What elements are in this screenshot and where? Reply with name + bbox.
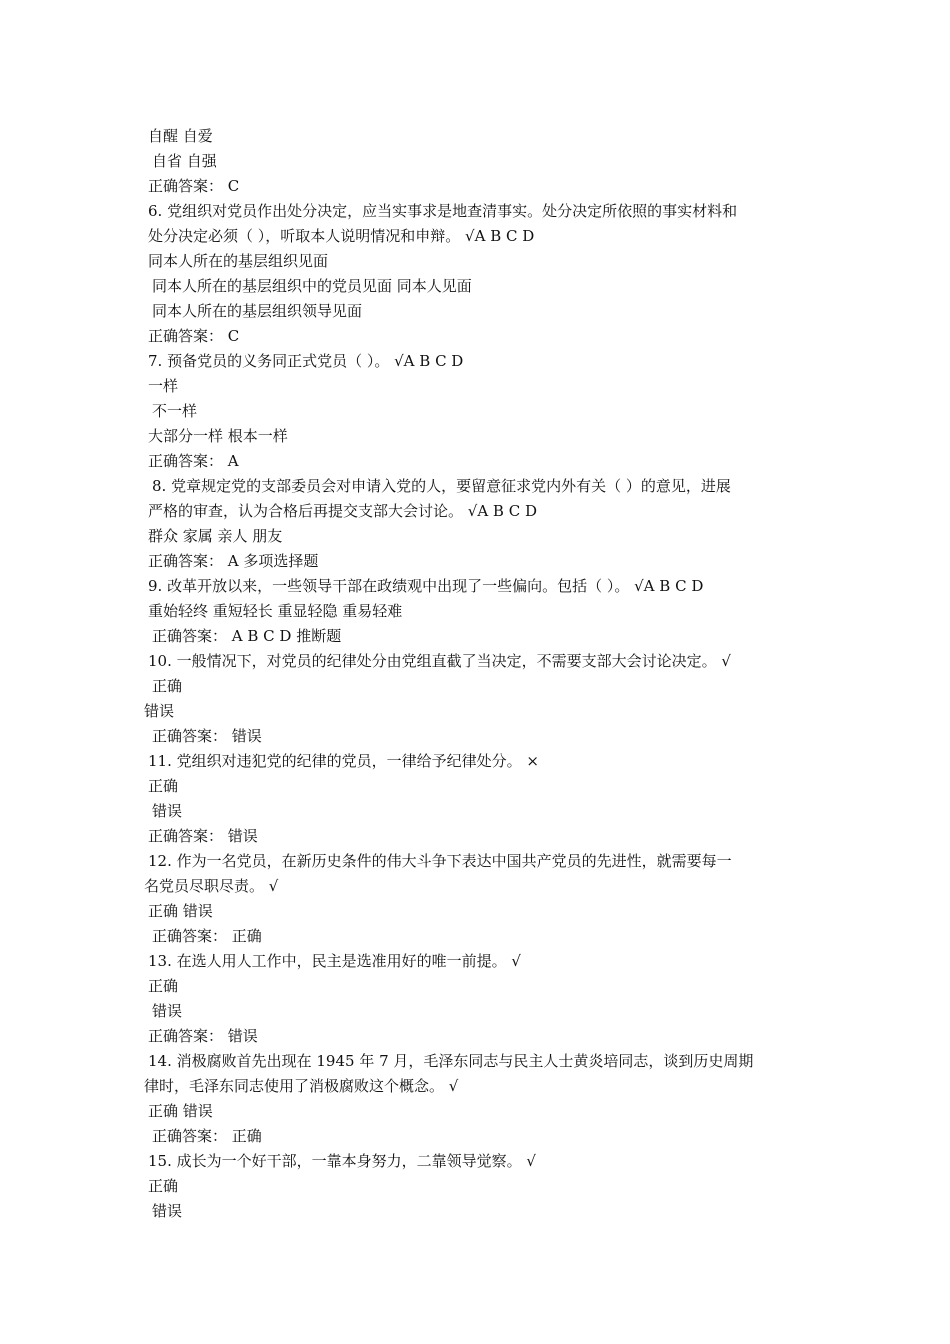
text-line: 大部分一样 根本一样 <box>148 427 288 445</box>
text-line: 正确答案： A <box>148 452 239 470</box>
text-line: 严格的审查，认为合格后再提交支部大会讨论。 √A B C D <box>148 502 537 520</box>
text-line: 正确答案： 正确 <box>152 927 262 945</box>
text-line: 14. 消极腐败首先出现在 1945 年 7 月，毛泽东同志与民主人士黄炎培同志，谈到历史周期 <box>148 1052 754 1070</box>
text-line: 同本人所在的基层组织中的党员见面 同本人见面 <box>152 277 472 295</box>
text-line: 一样 <box>148 377 179 395</box>
text-line: 正确 错误 <box>148 1102 213 1120</box>
text-line: 重始轻终 重短轻长 重显轻隐 重易轻难 <box>148 602 403 620</box>
text-line: 12. 作为一名党员，在新历史条件的伟大斗争下表达中国共产党员的先进性，就需要每一 <box>148 852 732 870</box>
text-line: 正确 <box>148 977 179 995</box>
text-line: 名党员尽职尽责。 √ <box>144 877 279 895</box>
text-line: 正确 <box>148 1177 179 1195</box>
text-line: 错误 <box>152 1002 183 1020</box>
text-line: 错误 <box>144 702 175 720</box>
text-line: 正确答案： C <box>148 327 240 345</box>
text-line: 正确答案： 错误 <box>148 827 258 845</box>
text-line: 不一样 <box>152 402 198 420</box>
text-line: 自省 自强 <box>152 152 217 170</box>
text-line: 8. 党章规定党的支部委员会对申请入党的人，要留意征求党内外有关（ ）的意见，进展 <box>152 477 731 495</box>
text-line: 正确答案： 错误 <box>148 1027 258 1045</box>
text-line: 正确答案： 正确 <box>152 1127 262 1145</box>
text-line: 律时，毛泽东同志使用了消极腐败这个概念。 √ <box>144 1077 459 1095</box>
text-line: 正确 <box>148 777 179 795</box>
text-line: 正确答案： 错误 <box>152 727 262 745</box>
text-line: 7. 预备党员的义务同正式党员（ ）。 √A B C D <box>148 352 464 370</box>
text-line: 正确 <box>152 677 183 695</box>
text-line: 自醒 自爱 <box>148 127 213 145</box>
text-line: 处分决定必须（ ），听取本人说明情况和申辩。 √A B C D <box>148 227 535 245</box>
text-line: 群众 家属 亲人 朋友 <box>148 527 283 545</box>
text-line: 11. 党组织对违犯党的纪律的党员，一律给予纪律处分。 × <box>148 752 539 770</box>
text-line: 15. 成长为一个好干部，一靠本身努力，二靠领导觉察。 √ <box>148 1152 536 1170</box>
text-line: 错误 <box>152 1202 183 1220</box>
text-line: 同本人所在的基层组织见面 <box>148 252 329 270</box>
text-line: 6. 党组织对党员作出处分决定，应当实事求是地查清事实。处分决定所依照的事实材料和 <box>148 202 738 220</box>
text-line: 正确答案： A 多项选择题 <box>148 552 319 570</box>
text-line: 正确答案： A B C D 推断题 <box>152 627 342 645</box>
text-line: 错误 <box>152 802 183 820</box>
text-line: 13. 在选人用人工作中，民主是选准用好的唯一前提。 √ <box>148 952 521 970</box>
text-line: 正确答案： C <box>148 177 240 195</box>
text-line: 10. 一般情况下，对党员的纪律处分由党组直截了当决定，不需要支部大会讨论决定。 √ <box>148 652 731 670</box>
text-line: 9. 改革开放以来，一些领导干部在政绩观中出现了一些偏向。包括（ ）。 √A B C D <box>148 577 704 595</box>
document-page <box>144 124 810 1224</box>
text-line: 同本人所在的基层组织领导见面 <box>152 302 363 320</box>
text-line: 正确 错误 <box>148 902 213 920</box>
